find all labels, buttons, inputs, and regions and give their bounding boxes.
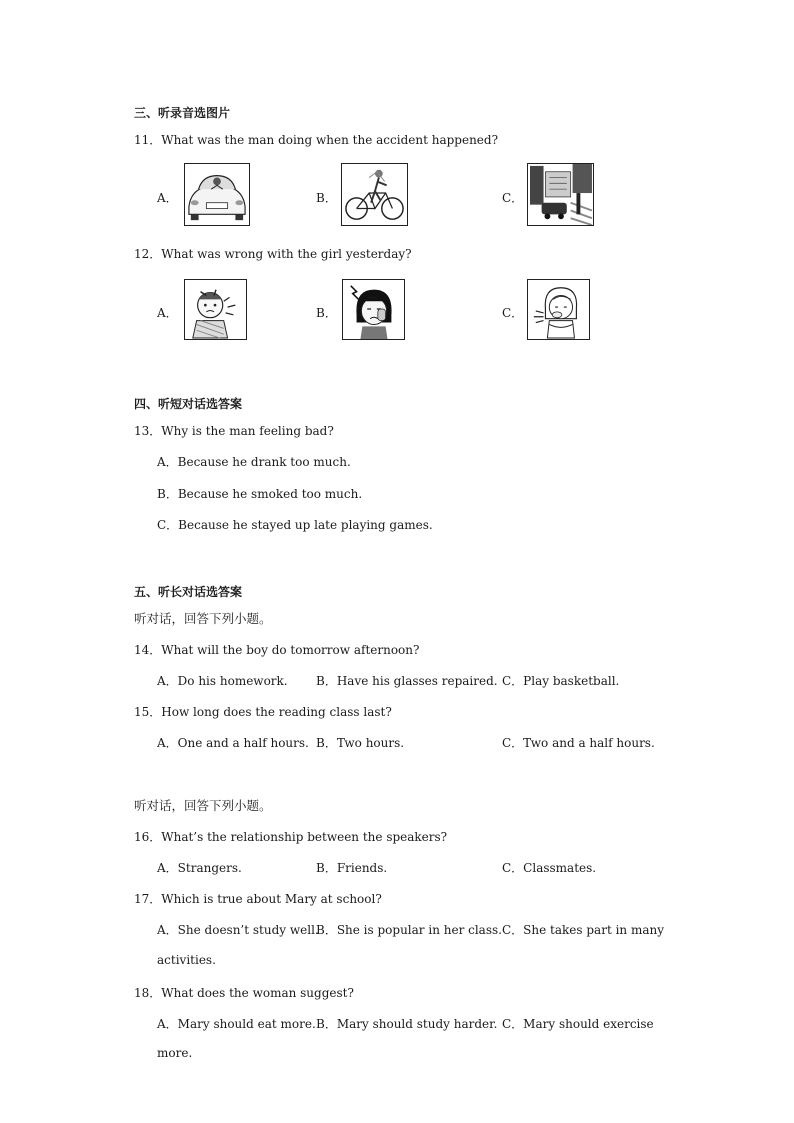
cyclist-icon[interactable] (341, 163, 408, 226)
q14-option-a[interactable]: A．Do his homework. (157, 674, 288, 688)
section-3-heading: 三、听录音选图片 (134, 106, 231, 120)
question-15: 15．How long does the reading class last? (134, 705, 392, 719)
q13-option-b[interactable]: B．Because he smoked too much. (157, 487, 363, 501)
car-icon[interactable] (184, 163, 250, 226)
q15-option-b[interactable]: B．Two hours. (316, 736, 405, 750)
q18-option-b[interactable]: B．Mary should study harder. (316, 1017, 498, 1031)
question-18: 18．What does the woman suggest? (134, 986, 354, 1000)
question-13: 13．Why is the man feeling bad? (134, 424, 334, 438)
q12-option-a[interactable]: A． (157, 306, 178, 320)
q12-option-b[interactable]: B． (316, 306, 337, 320)
question-11: 11．What was the man doing when the accident happened? (134, 133, 499, 147)
q17-option-a[interactable]: A．She doesn’t study well. (157, 923, 319, 937)
q14-option-b[interactable]: B．Have his glasses repaired. (316, 674, 498, 688)
q17-option-c-continued: activities. (157, 953, 216, 967)
dialogue-instruction-2: 听对话，回答下列小题。 (134, 798, 272, 813)
q14-option-c[interactable]: C．Play basketball. (502, 674, 620, 688)
q18-option-c-continued: more. (157, 1046, 193, 1060)
question-17: 17．Which is true about Mary at school? (134, 892, 382, 906)
q15-option-a[interactable]: A．One and a half hours. (157, 736, 309, 750)
q18-option-c[interactable]: C．Mary should exercise (502, 1017, 654, 1031)
q11-option-b[interactable]: B． (316, 191, 337, 205)
q16-option-b[interactable]: B．Friends. (316, 861, 388, 875)
question-12: 12．What was wrong with the girl yesterday? (134, 247, 412, 261)
q11-option-c[interactable]: C． (502, 191, 524, 205)
q13-option-a[interactable]: A．Because he drank too much. (157, 455, 351, 469)
girl-toothache-icon[interactable] (184, 279, 247, 340)
q11-option-a[interactable]: A． (157, 191, 178, 205)
q16-option-a[interactable]: A．Strangers. (157, 861, 242, 875)
q15-option-c[interactable]: C．Two and a half hours. (502, 736, 655, 750)
section-5-heading: 五、听长对话选答案 (134, 585, 243, 599)
question-14: 14．What will the boy do tomorrow afternoon? (134, 643, 420, 657)
question-16: 16．What’s the relationship between the speakers? (134, 830, 448, 844)
q13-option-c[interactable]: C．Because he stayed up late playing games. (157, 518, 433, 532)
q16-option-c[interactable]: C．Classmates. (502, 861, 597, 875)
q12-option-c[interactable]: C． (502, 306, 524, 320)
street-traffic-icon[interactable] (527, 163, 594, 226)
q17-option-b[interactable]: B．She is popular in her class. (316, 923, 502, 937)
dialogue-instruction-1: 听对话，回答下列小题。 (134, 611, 272, 626)
girl-cough-icon[interactable] (527, 279, 590, 340)
girl-headache-icon[interactable] (342, 279, 405, 340)
q17-option-c[interactable]: C．She takes part in many (502, 923, 665, 937)
section-4-heading: 四、听短对话选答案 (134, 397, 243, 411)
q18-option-a[interactable]: A．Mary should eat more. (157, 1017, 316, 1031)
